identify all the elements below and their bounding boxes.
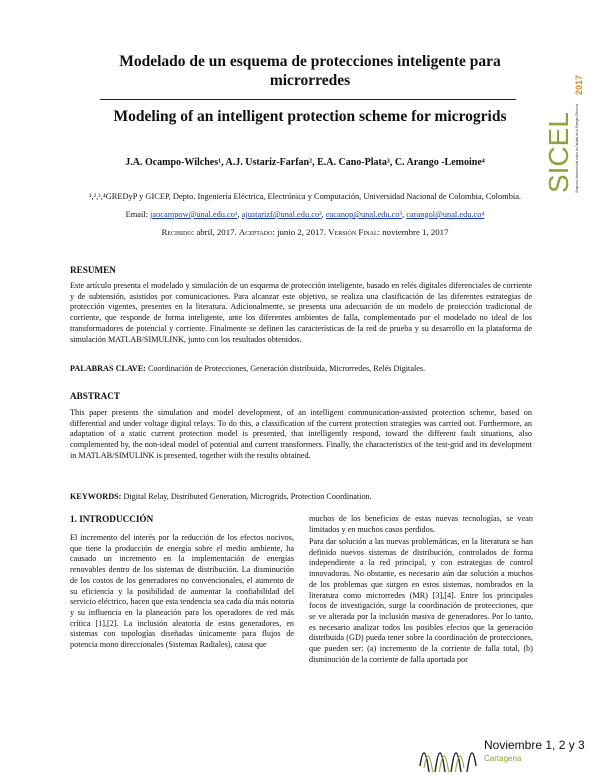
footer-issue: Noviembre 1, 2 y 3: [484, 738, 585, 752]
accepted-label: Aceptado:: [238, 227, 275, 237]
sicel-logo-name: SICEL: [543, 112, 574, 193]
affiliation: ¹,²,³,⁴GREDyP y GICEP, Depto. Ingeniería Eléctrica, Electrónica y Computación, Universidad Nacional de Colombia, Colombia.: [88, 192, 522, 201]
resumen-keywords-text: Coordinación de Protecciones, Generación distribuida, Microrredes, Relés Digitales.: [147, 364, 426, 373]
footer-logo: [418, 732, 588, 772]
accepted-date: junio 2, 2017.: [277, 227, 326, 237]
authors: J.A. Ocampo-Wilches¹, A.J. Ustariz-Farfan², E.A. Cano-Plata³, C. Arango -Lemoine⁴: [125, 157, 485, 168]
resumen-heading: RESUMEN: [70, 265, 116, 275]
resumen-body: Este artículo presenta el modelado y simulación de un esquema de protección inteligente, basado en relés digitales diferenciales de corriente y de subtensión, asistidos por comunicaciones. Para alcanzar este objetivo, se realiza una clasificación de las diferentes estrategias de protección vigentes, presentes en la literatura. Adicionalmente, se presenta una adecuación de un modelo de protección tradicional de corriente, que responde de forma inteligente, ante los diferentes ambientes de falla, complementado por el modelado no ideal de los transformadores de potencial y corriente. Finalmente se definen las características de la red de prueba y su desarrollo en la plataforma de simulación MATLAB/SIMULINK, junto con los resultados obtenidos.: [70, 281, 532, 344]
sicel-logo: [538, 55, 586, 195]
dates-line: [70, 227, 540, 237]
footer-city: Cartagena: [484, 754, 522, 763]
sicel-logo-tagline: Simposio Internacional sobre la Calidad de la Energía Eléctrica: [575, 103, 579, 193]
title-spanish: Modelado de un esquema de protecciones inteligente para microrredes: [119, 53, 501, 89]
final-date: noviembre 1, 2017: [382, 227, 449, 237]
received-label: Recibido:: [161, 227, 195, 237]
sicel-logo-year: 2017: [574, 74, 584, 95]
intro-column-2b: Para dar solución a las nuevas problemáticas, en la literatura se han definido nuevos sistemas de distribución, controlados de forma independiente a la red principal, y con estrategias de control innovadoras. No obstante, es necesario aún dar solución a muchos de los problemas que surgen en estos sistemas, nombrados en la literatura como microrredes (MR) [3],[4]. Entre los principales focos de investigación, surge la coordinación de protecciones, que se ve alterada por la inclusión masiva de generadores. Por lo tanto, es necesario analizar todos los posibles efectos que la generación distribuida (GD) pueda tener sobre la coordinación de protecciones, que pueden ser: (a) incremento de la corriente de falla total, (b) disminución de la corriente de falla aportada por: [309, 537, 533, 664]
intro-column-1: El incremento del interés por la reducción de los efectos nocivos, que tiene la producción de energía sobre el medio ambiente, ha causado un incremento en la implementación de energías renovables dentro de los sistemas de distribución. La disminución de los costos de los generadores no convencionales, el aumento de su eficiencia y la posibilidad de aumentar la confiabilidad del servicio eléctrico, hacen que esta tendencia sea cada día más notoria y su influencia en la planeación para los operadores de red más crítica [1],[2]. La inclusión aleatoria de estos generadores, en sistemas con topologías diseñadas únicamente para flujos de potencia mono direccionales (Sistemas Radiales), causa que: [70, 533, 294, 650]
abstract-keywords-label: KEYWORDS:: [70, 492, 122, 501]
intro-column-2a: muchos de los beneficios de estas nuevas tecnologías, se vean limitados y en muchos casos perdidos.: [309, 514, 533, 534]
resumen-keywords-label: PALABRAS CLAVE:: [70, 364, 146, 373]
final-label: Versión Final:: [328, 227, 381, 237]
title-english: Modeling of an intelligent protection scheme for microgrids: [113, 108, 507, 125]
abstract-heading: ABSTRACT: [70, 391, 121, 401]
title-divider: [100, 99, 516, 100]
intro-heading: 1. INTRODUCCIÓN: [70, 514, 154, 524]
email-link-2[interactable]: ajustarizf@unal.edu.co²: [241, 210, 322, 219]
received-date: abril, 2017.: [196, 227, 237, 237]
resumen-keywords: [70, 364, 532, 375]
wave-icon: [418, 732, 484, 772]
email-link-3[interactable]: eacanop@unal.edu.co³: [325, 210, 403, 219]
email-link-1[interactable]: jaocampow@unal.edu.co¹: [150, 210, 238, 219]
email-link-4[interactable]: carangol@unal.edu.co⁴: [406, 210, 485, 219]
email-label: Email:: [125, 210, 148, 219]
abstract-keywords-text: Digital Relay, Distributed Generation, Microgrids, Protection Coordination.: [123, 492, 372, 501]
abstract-keywords: [70, 492, 532, 503]
email-line: Email: jaocampow@unal.edu.co¹, ajustarizf@unal.edu.co², eacanop@unal.edu.co³, carangol@unal.edu.co⁴: [125, 210, 485, 219]
abstract-body: This paper presents the simulation and model development, of an intelligent communication-assisted protection scheme, based on differential and under voltage digital relays. To do this, a classification of the current protection strategies was carried out. Furthermore, an adaptation of a static current protection model is presented, that intelligently respond, toward the different fault situations, also complemented by, the non-ideal model of potential and current transformers. Finally, the characteristics of the test-grid and its development in MATLAB/SIMULINK is presented, together with the results obtained.: [70, 408, 532, 460]
